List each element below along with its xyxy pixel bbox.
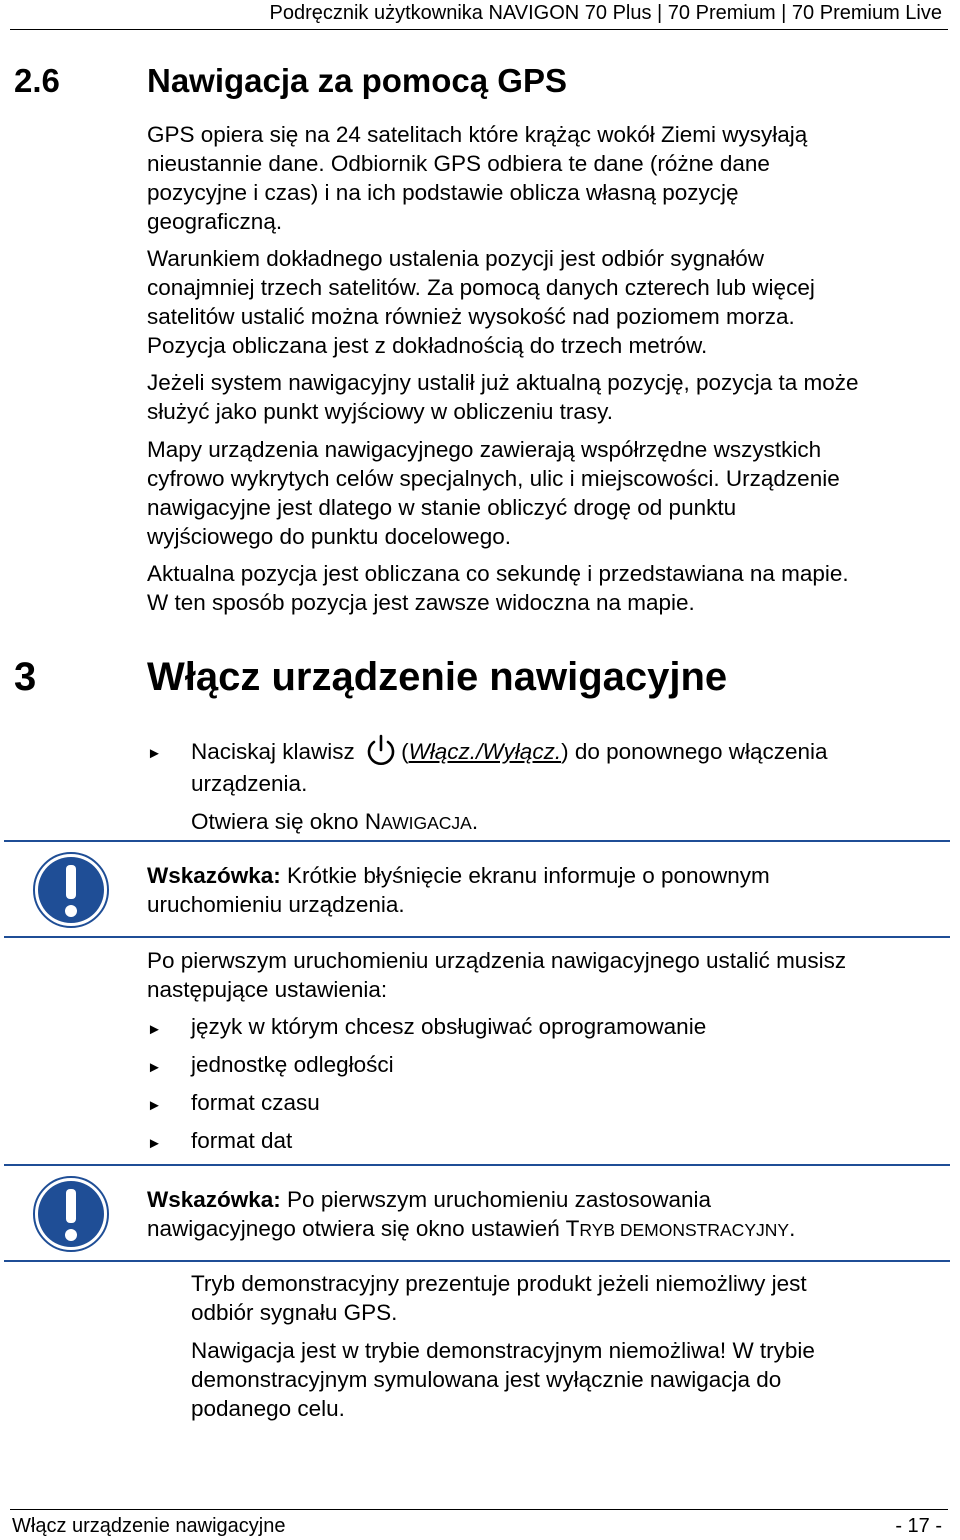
note-top-rule xyxy=(4,1164,950,1166)
text-line: służyć jako punkt wyjściowy w obliczeniu trasy. xyxy=(147,399,613,424)
step-press-power xyxy=(191,733,951,838)
window-name: AWIGACJA xyxy=(381,813,472,833)
text-line: wyjściowego do punktu docelowego. xyxy=(147,524,511,549)
text-line: conajmniej trzech satelitów. Za pomocą danych czterech lub więcej xyxy=(147,275,815,300)
triangle-bullet-icon: ► xyxy=(147,1059,162,1076)
note-label: Wskazówka: xyxy=(147,863,281,888)
note-bottom-rule xyxy=(4,936,950,938)
note-bottom-rule xyxy=(4,1260,950,1262)
text-line: Aktualna pozycja jest obliczana co sekundę i przedstawiana na mapie. xyxy=(147,561,849,586)
text-line: nawigacyjne jest dlatego w stanie obliczyć drogę od punktu xyxy=(147,495,737,520)
paragraph-demo-limitation xyxy=(191,1336,951,1423)
text-line: Warunkiem dokładnego ustalenia pozycji jest odbiór sygnałów xyxy=(147,246,765,271)
step-line: Naciskaj klawisz (Włącz./Wyłącz.) do ponownego włączenia xyxy=(191,733,951,769)
triangle-bullet-icon: ► xyxy=(147,745,162,762)
note-label: Wskazówka: xyxy=(147,1187,281,1212)
paragraph-first-start-settings xyxy=(147,946,947,1004)
chapter-number: 3 xyxy=(14,655,37,699)
footer-divider xyxy=(10,1509,948,1510)
triangle-bullet-icon: ► xyxy=(147,1097,162,1114)
text-line: Tryb demonstracyjny prezentuje produkt jeżeli niemożliwy jest xyxy=(191,1271,807,1296)
note-flash-restart xyxy=(147,861,947,919)
text-line: geograficzną. xyxy=(147,209,283,234)
triangle-bullet-icon: ► xyxy=(147,1135,162,1152)
text-line: Pozycja obliczana jest z dokładnością do trzech metrów. xyxy=(147,333,708,358)
paragraph-demo-description xyxy=(191,1269,951,1327)
settings-list-item: jednostkę odległości xyxy=(191,1052,394,1077)
paragraph-gps-intro xyxy=(147,120,947,236)
text-line: podanego celu. xyxy=(191,1396,345,1421)
step-line: urządzenia. xyxy=(191,771,308,796)
note-demo-mode xyxy=(147,1185,947,1245)
step-text: Naciskaj klawisz xyxy=(191,739,355,764)
header-divider xyxy=(10,29,948,30)
paragraph-maps xyxy=(147,435,947,551)
exclamation-note-icon xyxy=(32,851,110,929)
text-line: GPS opiera się na 24 satelitach które krążąc wokół Ziemi wysyłają xyxy=(147,122,808,147)
text-line: pozycyjne i czas) i na ich podstawie oblicza własną pozycję xyxy=(147,180,739,205)
page-number: - 17 - xyxy=(895,1515,942,1537)
text-line: demonstracyjnym symulowana jest wyłącznie nawigacja do xyxy=(191,1367,782,1392)
footer-chapter-title: Włącz urządzenie nawigacyjne xyxy=(12,1515,286,1537)
text-line: Jeżeli system nawigacyjny ustalił już aktualną pozycję, pozycja ta może xyxy=(147,370,859,395)
text-line: nieustannie dane. Odbiornik GPS odbiera te dane (różne dane xyxy=(147,151,770,176)
text-line: następujące ustawienia: xyxy=(147,977,388,1002)
settings-list-item: format czasu xyxy=(191,1090,320,1115)
note-line: Wskazówka: Po pierwszym uruchomieniu zastosowania xyxy=(147,1187,711,1212)
note-top-rule xyxy=(4,840,950,842)
settings-list-item: format dat xyxy=(191,1128,293,1153)
settings-list-item: język w którym chcesz obsługiwać oprogramowanie xyxy=(191,1014,707,1039)
power-icon xyxy=(363,733,399,769)
section-title: Nawigacja za pomocą GPS xyxy=(147,62,567,99)
exclamation-note-icon xyxy=(32,1175,110,1253)
text-line: Nawigacja jest w trybie demonstracyjnym niemożliwa! W trybie xyxy=(191,1338,815,1363)
text-line: Po pierwszym uruchomieniu urządzenia nawigacyjnego ustalić musisz xyxy=(147,948,847,973)
chapter-title: Włącz urządzenie nawigacyjne xyxy=(147,655,728,699)
page-header-title: Podręcznik użytkownika NAVIGON 70 Plus | 70 Premium | 70 Premium Live xyxy=(269,2,942,24)
triangle-bullet-icon: ► xyxy=(147,1021,162,1038)
section-number: 2.6 xyxy=(14,62,60,99)
note-line: Wskazówka: Krótkie błyśnięcie ekranu informuje o ponownym xyxy=(147,863,770,888)
paragraph-start-point xyxy=(147,368,947,426)
power-key-link[interactable]: Włącz./Wyłącz. xyxy=(408,739,562,764)
paragraph-update xyxy=(147,559,947,617)
text-line: satelitów ustalić można również wysokość nad poziomem morza. xyxy=(147,304,795,329)
note-line: uruchomieniu urządzenia. xyxy=(147,892,405,917)
paragraph-accuracy xyxy=(147,244,947,360)
step-result: Otwiera się okno NAWIGACJA. xyxy=(191,809,479,834)
note-line: nawigacyjnego otwiera się okno ustawień TRYB DEMONSTRACYJNY. xyxy=(147,1216,796,1241)
window-name: RYB DEMONSTRACYJNY xyxy=(579,1220,790,1240)
text-line: Mapy urządzenia nawigacyjnego zawierają współrzędne wszystkich xyxy=(147,437,822,462)
text-line: W ten sposób pozycja jest zawsze widoczna na mapie. xyxy=(147,590,695,615)
text-line: odbiór sygnału GPS. xyxy=(191,1300,398,1325)
step-text: ) do ponownego włączenia xyxy=(561,739,828,764)
text-line: cyfrowo wykrytych celów specjalnych, ulic i miejscowości. Urządzenie xyxy=(147,466,840,491)
